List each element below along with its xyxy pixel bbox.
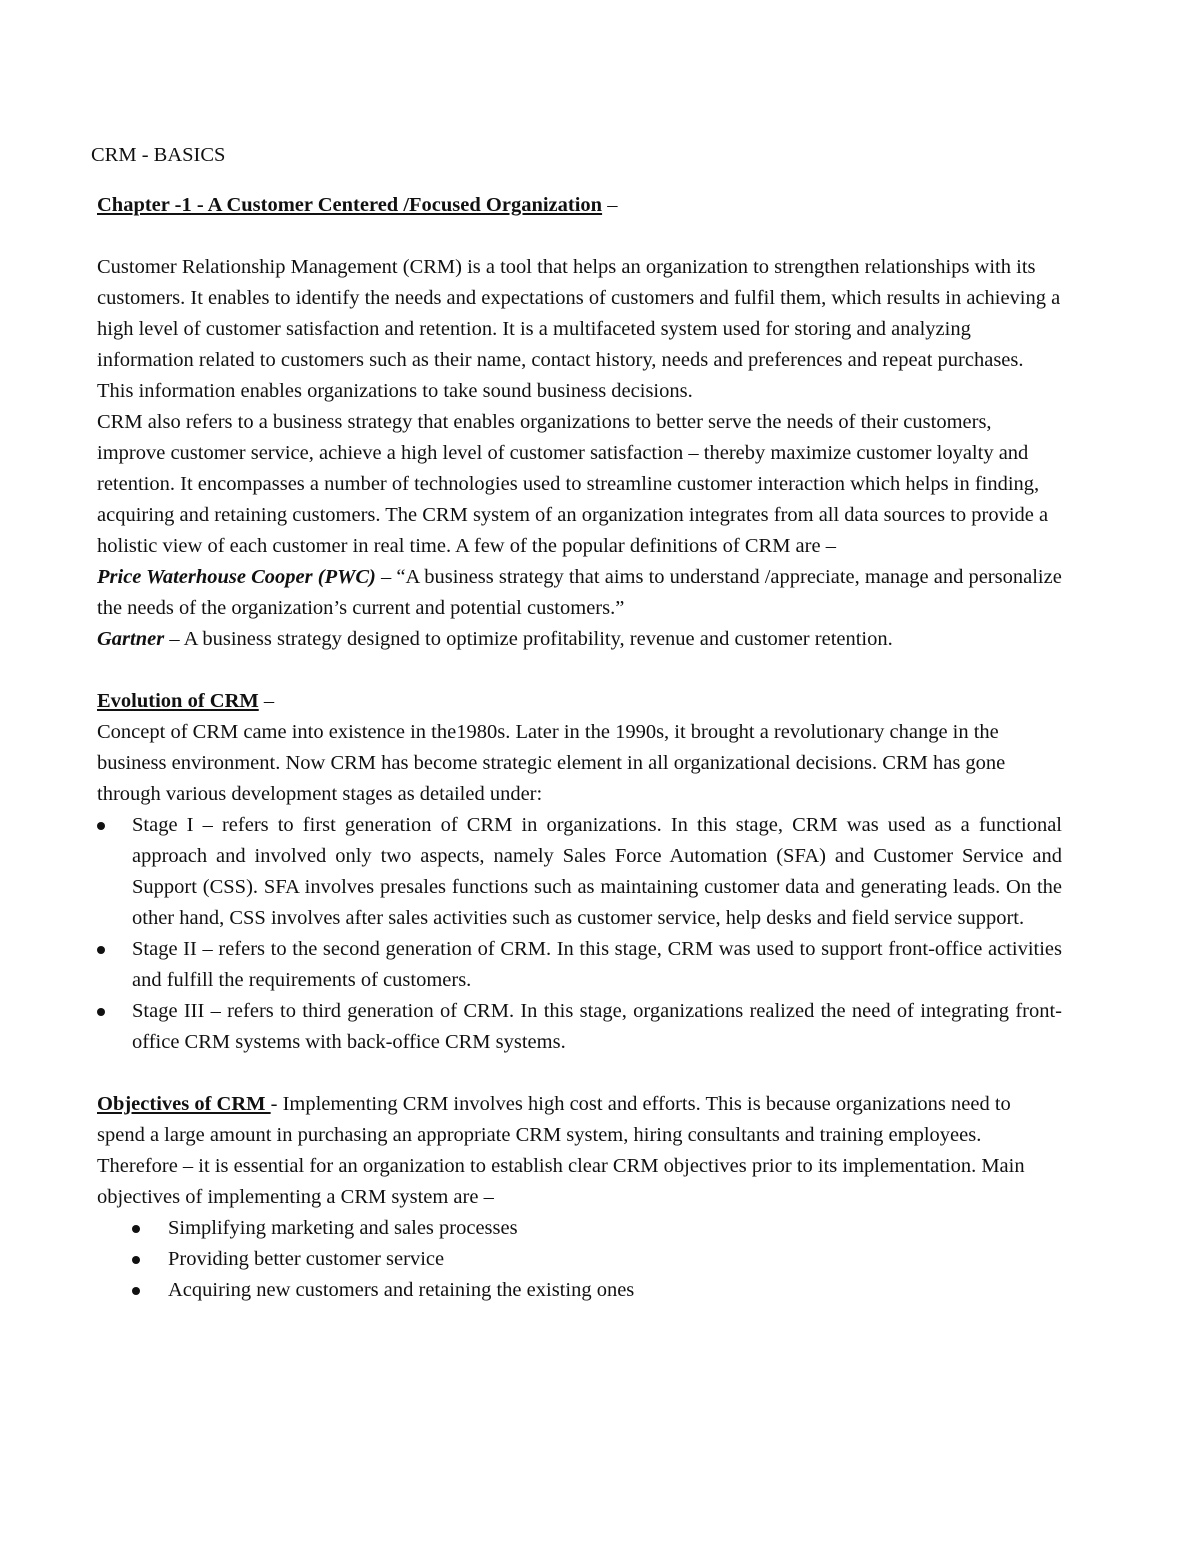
objective-text: Simplifying marketing and sales processes [168, 1217, 518, 1239]
stage-text: Stage II – refers to the second generation of CRM. In this stage, CRM was used to support front-office activities and fulfill the requirements of customers. [132, 938, 1062, 991]
spacer [97, 1058, 1062, 1089]
evolution-paragraph: Concept of CRM came into existence in the1980s. Later in the 1990s, it brought a revolutionary change in the business environment. Now CRM has become strategic element in all organizational decisions. CRM has gone through various development stages as detailed under: [97, 721, 1006, 805]
definition-gartner-text: – A business strategy designed to optimize profitability, revenue and customer retention. [164, 628, 893, 650]
objective-text: Acquiring new customers and retaining the existing ones [168, 1279, 635, 1301]
intro-paragraph: Customer Relationship Management (CRM) is a tool that helps an organization to strengthen relationships with its customers. It enables to identify the needs and expectations of customers and fulfil them, which results in achieving a high level of customer satisfaction and retention. It is a multifaceted system used for storing and analyzing information related to customers such as their name, contact history, needs and preferences and repeat purchases. This information enables organizations to take sound business decisions. [97, 256, 1061, 402]
list-item [97, 934, 1062, 996]
evolution-heading-line [97, 686, 1062, 717]
list-item [132, 1213, 1062, 1244]
definition-gartner [97, 624, 1062, 655]
stages-list [97, 810, 1062, 1058]
bullet-icon [132, 1287, 140, 1295]
definition-pwc [97, 562, 1062, 624]
objective-text: Providing better customer service [168, 1248, 445, 1270]
objectives-list [97, 1213, 1062, 1306]
document-title: CRM - BASICS [91, 144, 226, 166]
objectives-text: - Implementing CRM involves high cost and efforts. This is because organizations need to spend a large amount in purchasing an appropriate CRM system, hiring consultants and training employees. Therefore – it is essential for an organization to establish clear CRM objectives prior to its implementation. Main objectives of implementing a CRM system are – [97, 1093, 1025, 1208]
bullet-icon [97, 822, 105, 830]
objectives-paragraph [97, 1089, 1062, 1213]
list-item [132, 1275, 1062, 1306]
definition-gartner-name: Gartner [97, 628, 165, 650]
list-item [132, 1244, 1062, 1275]
list-item [97, 996, 1062, 1058]
chapter-heading-dash: – [602, 194, 618, 216]
evolution-heading-dash: – [258, 690, 275, 712]
definition-pwc-text: – “A business strategy that aims to understand /appreciate, manage and personalize the needs of the organization’s current and potential customers.” [97, 566, 1062, 619]
bullet-icon [132, 1225, 140, 1233]
evolution-heading: Evolution of CRM [97, 690, 259, 712]
definition-pwc-name: Price Waterhouse Cooper (PWC) [97, 566, 376, 588]
chapter-heading-line [97, 190, 1062, 221]
chapter-heading: Chapter -1 - A Customer Centered /Focused Organization [97, 194, 603, 216]
stage-text: Stage III – refers to third generation of CRM. In this stage, organizations realized the need of integrating front-office CRM systems with back-office CRM systems. [132, 1000, 1062, 1053]
spacer [97, 655, 1062, 686]
bullet-icon [132, 1256, 140, 1264]
objectives-heading: Objectives of CRM [97, 1093, 271, 1115]
bullet-icon [97, 946, 105, 954]
strategy-paragraph: CRM also refers to a business strategy that enables organizations to better serve the needs of their customers, improve customer service, achieve a high level of customer satisfaction – thereby maximize customer loyalty and retention. It encompasses a number of technologies used to streamline customer interaction which helps in finding, acquiring and retaining customers. The CRM system of an organization integrates from all data sources to provide a holistic view of each customer in real time. A few of the popular definitions of CRM are – [97, 411, 1049, 557]
document-page [91, 140, 1062, 1306]
stage-text: Stage I – refers to first generation of CRM in organizations. In this stage, CRM was used as a functional approach and involved only two aspects, namely Sales Force Automation (SFA) and Customer Service and Support (CSS). SFA involves presales functions such as maintaining customer data and generating leads. On the other hand, CSS involves after sales activities such as customer service, help desks and field service support. [132, 814, 1062, 929]
bullet-icon [97, 1008, 105, 1016]
list-item [97, 810, 1062, 934]
